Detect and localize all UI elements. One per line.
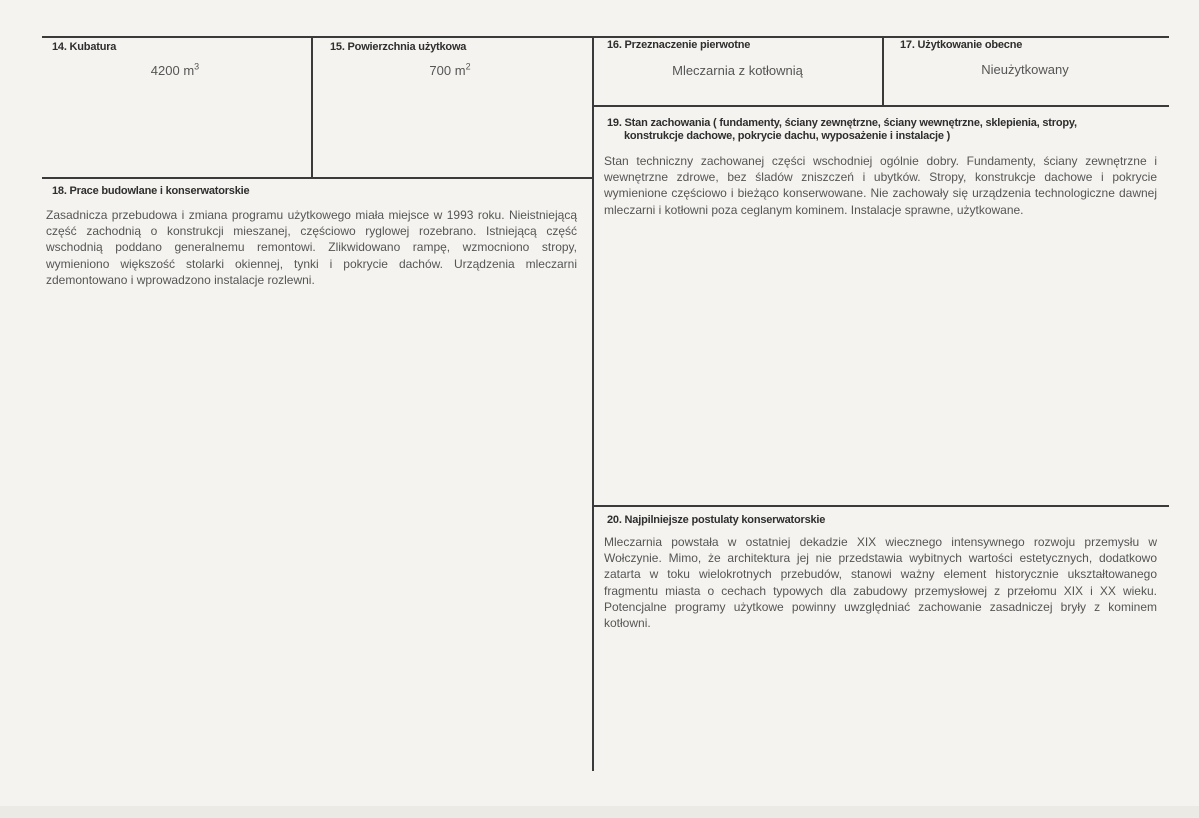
field-16-value: Mleczarnia z kotłownią — [672, 63, 803, 78]
line-above-18 — [42, 177, 593, 179]
field-20-text: Mleczarnia powstała w ostatniej dekadzie XIX wiecznego intensywnego rozwoju przemysłu w Wołczynie. Mimo, że architektura jej nie przedstawia wybitnych wartości estetycznych, dodatkowo zatarta w toku wielokrotnych przebudów, stanowi ważny element historycznie ukształtowanego fragmentu miasta o cechach typowych dla zabudowy przemysłowej z przełomu XIX i XX wieku. Potencjalne programy użytkowe powinny uwzględniać zachowanie zasadniczej bryły z kominem kotłowni. — [604, 535, 1157, 631]
field-18-text: Zasadnicza przebudowa i zmiana programu użytkowego miała miejsce w 1993 roku. Nieistniejącą część zachodnią o konstrukcji mieszanej, częściowo ryglowej rozebrano. Istniejącą część wschodnią poddano generalnemu remontowi. Zlikwidowano rampę, wzmocniono stropy, wymieniono większość stolarki okiennej, tynki i pokrycie dachów. Urządzenia mleczarni zdemontowano i wprowadzono instalacje rozlewni. — [46, 208, 577, 287]
field-17-label: 17. Użytkowanie obecne — [900, 39, 1023, 51]
divider-16-17 — [882, 36, 884, 105]
field-15-value-number: 700 m — [429, 63, 466, 78]
field-19-label — [607, 117, 1167, 143]
field-15-value — [395, 63, 505, 78]
field-14-value-number: 4200 m — [150, 63, 195, 78]
field-17-value: Nieużytkowany — [981, 62, 1069, 77]
field-15-label: 15. Powierzchnia użytkowa — [330, 41, 467, 53]
field-14-label: 14. Kubatura — [52, 41, 117, 53]
field-15-value-exponent: 2 — [465, 61, 471, 72]
field-20-label: 20. Najpilniejsze postulaty konserwatorskie — [607, 514, 826, 526]
field-18-label: 18. Prace budowlane i konserwatorskie — [52, 185, 250, 197]
field-19-label-line1: 19. Stan zachowania ( fundamenty, ściany zewnętrzne, ściany wewnętrzne, sklepienia, stropy, — [607, 117, 1077, 129]
divider-main — [592, 36, 594, 771]
page-bottom-edge — [0, 806, 1199, 818]
field-16-label: 16. Przeznaczenie pierwotne — [607, 39, 751, 51]
field-14-value-exponent: 3 — [194, 61, 200, 72]
field-14-value — [120, 63, 230, 78]
line-under-16-17 — [592, 105, 1169, 107]
divider-14-15 — [311, 36, 313, 178]
top-border — [42, 36, 1169, 38]
field-19-label-line2: konstrukcje dachowe, pokrycie dachu, wyposażenie i instalacje ) — [624, 130, 951, 142]
field-19-text: Stan techniczny zachowanej części wschodniej ogólnie dobry. Fundamenty, ściany zewnętrzne i wewnętrzne zdrowe, bez śladów zniszczeń i ubytków. Stropy, konstrukcje dachowe i pokrycie wymienione częściowo i bieżąco konserwowane. Nie zachowały się urządzenia technologiczne dawnej mleczarni i kotłowni poza ceglanym kominem. Instalacje sprawne, użytkowane. — [604, 154, 1157, 217]
line-above-20 — [592, 505, 1169, 507]
